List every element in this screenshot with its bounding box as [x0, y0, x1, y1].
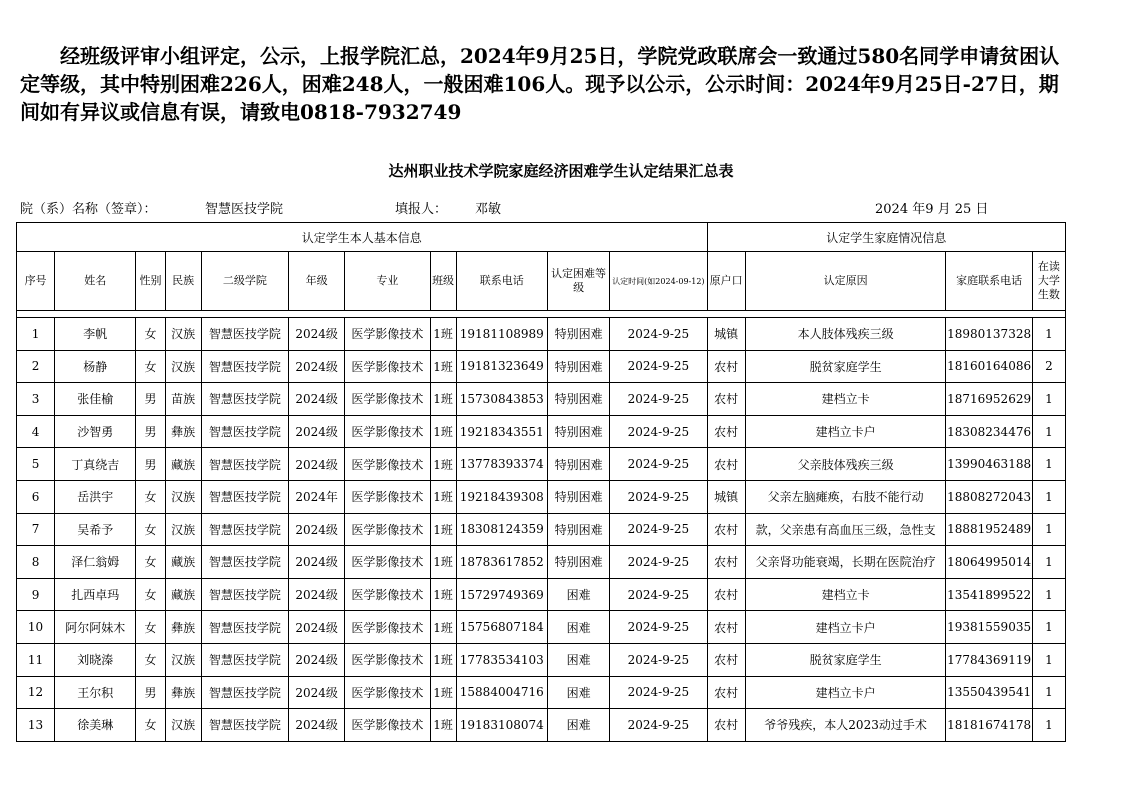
- table-cell: 1班: [430, 448, 456, 481]
- table-cell: 17783534103: [456, 643, 547, 676]
- table-cell: 智慧医技学院: [201, 383, 288, 416]
- table-cell: 脱贫家庭学生: [745, 350, 946, 383]
- column-header: 专业: [345, 252, 430, 311]
- table-cell: 张佳榆: [55, 383, 136, 416]
- table-row: [17, 578, 1066, 611]
- table-cell: 医学影像技术: [345, 318, 430, 351]
- table-cell: 本人肢体残疾三级: [745, 318, 946, 351]
- table-cell: 医学影像技术: [345, 546, 430, 579]
- table-cell: 特别困难: [547, 350, 609, 383]
- table-cell: 医学影像技术: [345, 415, 430, 448]
- notice-text: 经班级评审小组评定，公示，上报学院汇总，2024年9月25日，学院党政联席会一致通过580名同学申请贫困认定等级，其中特别困难226人，困难248人，一般困难106人。现予以公示，公示时间：2024年9月25日-27日，期间如有异议或信息有误，请致电0818-7932749: [20, 44, 1060, 124]
- table-cell: 特别困难: [547, 415, 609, 448]
- college-label: 院（系）名称（签章）：: [20, 202, 157, 217]
- table-cell: 彝族: [165, 611, 201, 644]
- table-cell: 农村: [707, 643, 745, 676]
- table-cell: 2024级: [289, 415, 345, 448]
- table-cell: 15730843853: [456, 383, 547, 416]
- report-date: 2024 年9 月 25 日: [875, 202, 989, 217]
- table-cell: 医学影像技术: [345, 448, 430, 481]
- table-title: 达州职业技术学院家庭经济困难学生认定结果汇总表: [388, 162, 734, 180]
- table-cell: 沙智勇: [55, 415, 136, 448]
- table-cell: 2024-9-25: [610, 578, 707, 611]
- table-cell: 18308124359: [456, 513, 547, 546]
- table-cell: 困难: [547, 709, 609, 742]
- table-row: [17, 383, 1066, 416]
- table-cell: 1班: [430, 415, 456, 448]
- table-cell: 汉族: [165, 643, 201, 676]
- table-cell: 1班: [430, 546, 456, 579]
- table-cell: 2: [17, 350, 55, 383]
- table-cell: 医学影像技术: [345, 513, 430, 546]
- table-cell: 智慧医技学院: [201, 709, 288, 742]
- table-row: [17, 676, 1066, 709]
- table-cell: 智慧医技学院: [201, 546, 288, 579]
- table-cell: 2024级: [289, 643, 345, 676]
- table-cell: 医学影像技术: [345, 709, 430, 742]
- table-cell: 智慧医技学院: [201, 611, 288, 644]
- table-cell: 彝族: [165, 415, 201, 448]
- table-cell: 智慧医技学院: [201, 676, 288, 709]
- table-cell: 智慧医技学院: [201, 643, 288, 676]
- table-cell: 城镇: [707, 480, 745, 513]
- table-cell: 2024级: [289, 546, 345, 579]
- table-cell: 1: [1032, 318, 1065, 351]
- table-cell: 李帆: [55, 318, 136, 351]
- table-cell: 特别困难: [547, 383, 609, 416]
- table-cell: 泽仁翁姆: [55, 546, 136, 579]
- table-cell: 农村: [707, 709, 745, 742]
- table-cell: 19181323649: [456, 350, 547, 383]
- table-cell: 1: [1032, 383, 1065, 416]
- table-row: [17, 709, 1066, 742]
- table-cell: 女: [136, 546, 165, 579]
- table-cell: 18808272043: [946, 480, 1032, 513]
- table-cell: 男: [136, 383, 165, 416]
- table-cell: 2024级: [289, 350, 345, 383]
- table-cell: 困难: [547, 676, 609, 709]
- table-cell: 1: [1032, 578, 1065, 611]
- table-cell: 农村: [707, 383, 745, 416]
- column-header: 班级: [430, 252, 456, 311]
- table-cell: 2024-9-25: [610, 415, 707, 448]
- table-cell: 1: [1032, 676, 1065, 709]
- table-cell: 父亲肾功能衰竭，长期在医院治疗: [745, 546, 946, 579]
- table-cell: 藏族: [165, 448, 201, 481]
- table-cell: 困难: [547, 643, 609, 676]
- table-cell: 彝族: [165, 676, 201, 709]
- table-cell: 2024级: [289, 448, 345, 481]
- table-row: [17, 448, 1066, 481]
- column-header: 原户口: [707, 252, 745, 311]
- table-cell: 1班: [430, 611, 456, 644]
- table-cell: 女: [136, 578, 165, 611]
- column-header: 联系电话: [456, 252, 547, 311]
- table-cell: 建档立卡户: [745, 611, 946, 644]
- table-cell: 爷爷残疾，本人2023动过手术: [745, 709, 946, 742]
- column-header: 序号: [17, 252, 55, 311]
- table-cell: 18064995014: [946, 546, 1032, 579]
- table-cell: 女: [136, 611, 165, 644]
- header-group-basic: 认定学生本人基本信息: [17, 223, 708, 252]
- column-header: 认定时间(如2024-09-12): [610, 252, 707, 311]
- table-cell: 19218439308: [456, 480, 547, 513]
- column-header: 性别: [136, 252, 165, 311]
- table-cell: 2024-9-25: [610, 546, 707, 579]
- table-cell: 2024级: [289, 709, 345, 742]
- table-cell: 8: [17, 546, 55, 579]
- table-cell: 智慧医技学院: [201, 448, 288, 481]
- table-cell: 扎西卓玛: [55, 578, 136, 611]
- table-cell: 2024-9-25: [610, 480, 707, 513]
- table-row: [17, 643, 1066, 676]
- table-cell: 农村: [707, 676, 745, 709]
- table-cell: 阿尔阿妹木: [55, 611, 136, 644]
- table-cell: 农村: [707, 611, 745, 644]
- table-cell: 藏族: [165, 578, 201, 611]
- table-cell: 杨静: [55, 350, 136, 383]
- table-cell: 18181674178: [946, 709, 1032, 742]
- table-cell: 农村: [707, 448, 745, 481]
- table-cell: 1: [1032, 611, 1065, 644]
- table-cell: 19181108989: [456, 318, 547, 351]
- table-cell: 10: [17, 611, 55, 644]
- table-cell: 15729749369: [456, 578, 547, 611]
- table-cell: 2024级: [289, 676, 345, 709]
- column-header: 认定困难等级: [547, 252, 609, 311]
- table-cell: 1班: [430, 643, 456, 676]
- table-cell: 2024级: [289, 318, 345, 351]
- table-cell: 特别困难: [547, 513, 609, 546]
- table-cell: 城镇: [707, 318, 745, 351]
- table-cell: 2024-9-25: [610, 448, 707, 481]
- table-cell: 藏族: [165, 546, 201, 579]
- college-value: 智慧医技学院: [205, 202, 284, 217]
- table-cell: 18160164086: [946, 350, 1032, 383]
- table-cell: 特别困难: [547, 318, 609, 351]
- header-group-row: [17, 223, 1066, 252]
- table-cell: 13990463188: [946, 448, 1032, 481]
- table-cell: 2024-9-25: [610, 350, 707, 383]
- table-cell: 男: [136, 415, 165, 448]
- table-cell: 汉族: [165, 350, 201, 383]
- table-cell: 徐美琳: [55, 709, 136, 742]
- table-cell: 医学影像技术: [345, 578, 430, 611]
- table-cell: 1班: [430, 709, 456, 742]
- table-cell: 18783617852: [456, 546, 547, 579]
- table-cell: 父亲左脑瘫痪，右肢不能行动: [745, 480, 946, 513]
- table-cell: 1: [17, 318, 55, 351]
- column-header: 年级: [289, 252, 345, 311]
- table-cell: 刘晓溱: [55, 643, 136, 676]
- table-cell: 困难: [547, 578, 609, 611]
- column-header: 二级学院: [201, 252, 288, 311]
- table-cell: 汉族: [165, 513, 201, 546]
- table-row: [17, 350, 1066, 383]
- table-cell: 医学影像技术: [345, 676, 430, 709]
- table-cell: 智慧医技学院: [201, 578, 288, 611]
- table-cell: 2024-9-25: [610, 611, 707, 644]
- table-cell: 女: [136, 318, 165, 351]
- table-cell: 2024级: [289, 383, 345, 416]
- column-header: 家庭联系电话: [946, 252, 1032, 311]
- table-cell: 男: [136, 676, 165, 709]
- table-cell: 2024年: [289, 480, 345, 513]
- table-cell: 困难: [547, 611, 609, 644]
- table-row: [17, 415, 1066, 448]
- table-cell: 1班: [430, 318, 456, 351]
- table-cell: 脱贫家庭学生: [745, 643, 946, 676]
- table-cell: 特别困难: [547, 448, 609, 481]
- table-cell: 智慧医技学院: [201, 350, 288, 383]
- column-header: 姓名: [55, 252, 136, 311]
- table-cell: 特别困难: [547, 546, 609, 579]
- table-cell: 建档立卡: [745, 578, 946, 611]
- table-cell: 女: [136, 709, 165, 742]
- table-cell: 女: [136, 643, 165, 676]
- table-cell: 特别困难: [547, 480, 609, 513]
- table-cell: 1: [1032, 643, 1065, 676]
- header-spacer-row: [17, 311, 1066, 318]
- table-cell: 2024-9-25: [610, 513, 707, 546]
- column-header-row: [17, 252, 1066, 311]
- table-cell: 3: [17, 383, 55, 416]
- table-cell: 2: [1032, 350, 1065, 383]
- table-row: [17, 513, 1066, 546]
- table-cell: 农村: [707, 513, 745, 546]
- table-cell: 19218343551: [456, 415, 547, 448]
- table-cell: 1: [1032, 709, 1065, 742]
- table-cell: 1: [1032, 546, 1065, 579]
- table-cell: 医学影像技术: [345, 611, 430, 644]
- table-cell: 男: [136, 448, 165, 481]
- table-cell: 女: [136, 480, 165, 513]
- table-cell: 智慧医技学院: [201, 513, 288, 546]
- table-cell: 医学影像技术: [345, 350, 430, 383]
- table-cell: 18308234476: [946, 415, 1032, 448]
- table-cell: 18881952489: [946, 513, 1032, 546]
- table-cell: 11: [17, 643, 55, 676]
- table-cell: 13: [17, 709, 55, 742]
- table-cell: 12: [17, 676, 55, 709]
- table-cell: 女: [136, 513, 165, 546]
- table-cell: 父亲肢体残疾三级: [745, 448, 946, 481]
- table-cell: 汉族: [165, 318, 201, 351]
- table-cell: 1班: [430, 480, 456, 513]
- table-cell: 医学影像技术: [345, 480, 430, 513]
- table-cell: 农村: [707, 350, 745, 383]
- table-cell: 19381559035: [946, 611, 1032, 644]
- table-cell: 2024-9-25: [610, 676, 707, 709]
- table-cell: 智慧医技学院: [201, 480, 288, 513]
- table-cell: 汉族: [165, 480, 201, 513]
- filler-value: 邓敏: [475, 202, 502, 217]
- table-cell: 汉族: [165, 709, 201, 742]
- table-cell: 1: [1032, 448, 1065, 481]
- table-cell: 1: [1032, 415, 1065, 448]
- table-cell: 13778393374: [456, 448, 547, 481]
- table-row: [17, 318, 1066, 351]
- table-cell: 19183108074: [456, 709, 547, 742]
- table-cell: 智慧医技学院: [201, 318, 288, 351]
- table-cell: 农村: [707, 546, 745, 579]
- table-row: [17, 611, 1066, 644]
- table-cell: 建档立卡户: [745, 676, 946, 709]
- table-cell: 2024-9-25: [610, 318, 707, 351]
- column-header: 认定原因: [745, 252, 946, 311]
- table-cell: 1班: [430, 350, 456, 383]
- table-cell: 15756807184: [456, 611, 547, 644]
- table-cell: 1: [1032, 480, 1065, 513]
- table-cell: 2024-9-25: [610, 643, 707, 676]
- table-cell: 6: [17, 480, 55, 513]
- table-cell: 5: [17, 448, 55, 481]
- column-header: 在读大学生数: [1032, 252, 1065, 311]
- table-cell: 建档立卡: [745, 383, 946, 416]
- table-cell: 1班: [430, 676, 456, 709]
- table-cell: 女: [136, 350, 165, 383]
- table-cell: 智慧医技学院: [201, 415, 288, 448]
- table-cell: 2024-9-25: [610, 709, 707, 742]
- table-cell: 王尔积: [55, 676, 136, 709]
- table-cell: 15884004716: [456, 676, 547, 709]
- table-cell: 医学影像技术: [345, 643, 430, 676]
- table-cell: 1: [1032, 513, 1065, 546]
- table-cell: 农村: [707, 415, 745, 448]
- notice-paragraph: [20, 42, 1060, 126]
- table-body: [17, 318, 1066, 742]
- table-cell: 18716952629: [946, 383, 1032, 416]
- table-cell: 医学影像技术: [345, 383, 430, 416]
- table-cell: 建档立卡户: [745, 415, 946, 448]
- table-cell: 2024级: [289, 611, 345, 644]
- table-cell: 苗族: [165, 383, 201, 416]
- table-cell: 2024级: [289, 578, 345, 611]
- table-row: [17, 480, 1066, 513]
- table-cell: 农村: [707, 578, 745, 611]
- results-table: [16, 222, 1066, 742]
- table-cell: 9: [17, 578, 55, 611]
- table-cell: 1班: [430, 383, 456, 416]
- table-cell: 17784369119: [946, 643, 1032, 676]
- table-cell: 岳洪宇: [55, 480, 136, 513]
- table-cell: 2024-9-25: [610, 383, 707, 416]
- table-cell: 1班: [430, 513, 456, 546]
- column-header: 民族: [165, 252, 201, 311]
- table-cell: 4: [17, 415, 55, 448]
- table-cell: 13550439541: [946, 676, 1032, 709]
- table-cell: 1班: [430, 578, 456, 611]
- table-cell: 7: [17, 513, 55, 546]
- filler-label: 填报人：: [395, 202, 448, 217]
- table-cell: 吴希予: [55, 513, 136, 546]
- table-cell: 款，父亲患有高血压三级，急性支: [745, 513, 946, 546]
- table-cell: 13541899522: [946, 578, 1032, 611]
- table-row: [17, 546, 1066, 579]
- table-cell: 2024级: [289, 513, 345, 546]
- table-cell: 丁真绕吉: [55, 448, 136, 481]
- header-group-family: 认定学生家庭情况信息: [707, 223, 1065, 252]
- table-cell: 18980137328: [946, 318, 1032, 351]
